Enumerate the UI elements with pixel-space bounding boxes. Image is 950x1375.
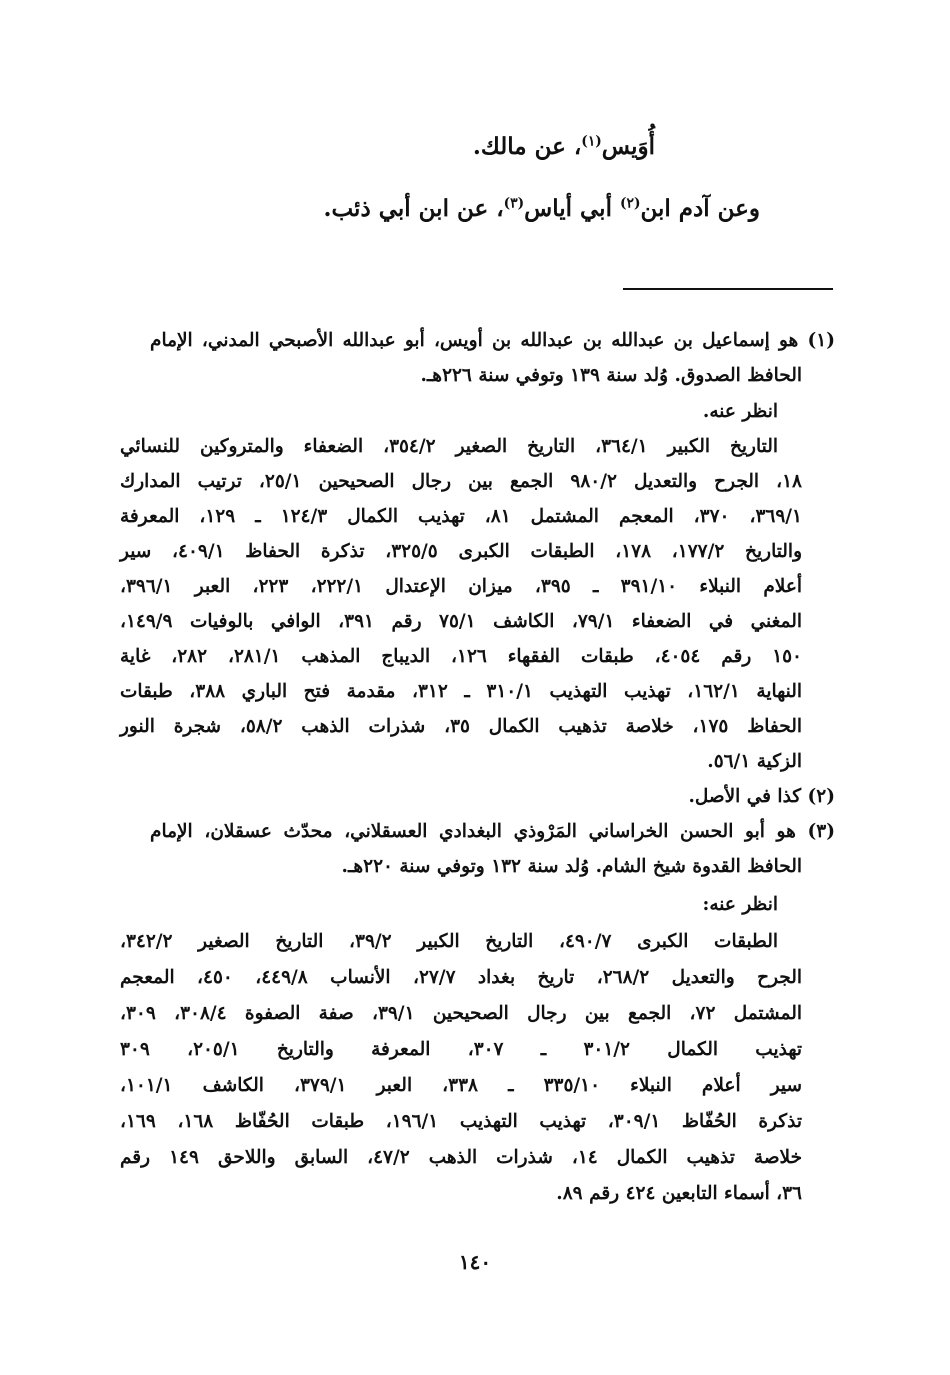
main-text-segment: أبي أياس — [524, 195, 620, 222]
main-text-line-2 — [323, 195, 760, 222]
footnote-3-line: انظر عنه: — [702, 894, 778, 915]
footnote-1-line: المغني في الضعفاء ٧٩/١، الكاشف ٧٥/١ رقم ٣٩١، الوافي بالوفيات ١٤٩/٩، — [120, 611, 802, 632]
footnote-1-line: ١٥٠ رقم ٤٠٥٤، طبقات الفقهاء ١٢٦، الديباج المذهب ٢٨١/١، ٢٨٢، غاية — [120, 646, 802, 667]
footnote-1-line: الزكية ٥٦/١. — [707, 751, 802, 772]
footnote-3-line: الجرح والتعديل ٢٦٨/٢، تاريخ بغداد ٢٧/٧، الأنساب ٤٤٩/٨، ٤٥٠، المعجم — [120, 967, 802, 988]
footnote-3-line: ٣٦، أسماء التابعين ٤٢٤ رقم ٨٩. — [556, 1183, 802, 1204]
footnote-1-line: الحفاظ ١٧٥، خلاصة تذهيب الكمال ٣٥، شذرات الذهب ٥٨/٢، شجرة النور — [120, 716, 803, 737]
footnote-1-line: أعلام النبلاء ٣٩١/١٠ ـ ٣٩٥، ميزان الإعتدال ٢٢٢/١، ٢٢٣، العبر ٣٩٦/١، — [120, 576, 803, 597]
main-text-segment: ، عن ابن أبي ذئب. — [323, 195, 504, 222]
footnote-3-line: تذكرة الحُفّاظ ٣٠٩/١، تهذيب التهذيب ١٩٦/١، طبقات الحُفّاظ ١٦٨، ١٦٩، — [120, 1111, 802, 1132]
footnote-3-line: المشتمل ٧٢، الجمع بين رجال الصحيحين ٣٩/١، صفة الصفوة ٣٠٨/٤، ٣٠٩، — [120, 1003, 802, 1024]
footnote-1-line: ٣٦٩/١، ٣٧٠، المعجم المشتمل ٨١، تهذيب الكمال ١٢٤/٣ ـ ١٢٩، المعرفة — [120, 506, 802, 527]
footnote-separator — [623, 288, 833, 290]
footnote-ref-1: (١) — [581, 133, 602, 150]
footnote-1-line: انظر عنه. — [702, 401, 778, 422]
footnote-3-line: (٣) هو أبو الحسن الخراساني المَرْوذي البغدادي العسقلاني، محدّث عسقلان، الإمام — [150, 821, 835, 842]
main-text-word: أُوَيس — [601, 133, 655, 160]
main-text-line-1 — [473, 133, 655, 160]
footnote-3-line: الطبقات الكبرى ٤٩٠/٧، التاريخ الكبير ٣٩/٢، التاريخ الصغير ٣٤٢/٢، — [120, 931, 778, 952]
footnote-ref-2: (٢) — [619, 195, 641, 212]
main-text-rest: ، عن مالك. — [472, 133, 582, 160]
footnote-2-line: (٢) كذا في الأصل. — [688, 786, 835, 807]
footnote-3-line: خلاصة تذهيب الكمال ١٤، شذرات الذهب ٤٧/٢، السابق واللاحق ١٤٩ رقم — [120, 1147, 803, 1168]
footnote-1-line: (١) هو إسماعيل بن عبدالله بن عبدالله بن أويس، أبو عبدالله الأصبحي المدني، الإمام — [150, 330, 835, 351]
footnote-3-line: تهذيب الكمال ٣٠١/٢ ـ ٣٠٧، المعرفة والتاريخ ٢٠٥/١، ٣٠٩ — [120, 1039, 802, 1060]
footnote-1-line: الحافظ الصدوق. وُلد سنة ١٣٩ وتوفي سنة ٢٢٦هـ. — [420, 365, 802, 386]
footnote-1-line: ١٨، الجرح والتعديل ٩٨٠/٢ الجمع بين رجال الصحيحين ٢٥/١، ترتيب المدارك — [120, 471, 802, 492]
footnote-3-line: الحافظ القدوة شيخ الشام. وُلد سنة ١٣٢ وتوفي سنة ٢٢٠هـ. — [341, 856, 802, 877]
page-number: ١٤٠ — [458, 1250, 492, 1274]
main-text-segment: وعن آدم ابن — [640, 195, 760, 222]
footnote-ref-3: (٣) — [503, 195, 525, 212]
footnote-3-line: سير أعلام النبلاء ٣٣٥/١٠ ـ ٣٣٨، العبر ٣٧٩/١، الكاشف ١٠١/١، — [120, 1075, 802, 1096]
footnote-1-line: النهاية ١٦٢/١، تهذيب التهذيب ٣١٠/١ ـ ٣١٢، مقدمة فتح الباري ٣٨٨، طبقات — [120, 681, 802, 702]
footnote-1-line: التاريخ الكبير ٣٦٤/١، التاريخ الصغير ٣٥٤/٢، الضعفاء والمتروكين للنسائي — [120, 436, 778, 457]
footnote-1-line: والتاريخ ١٧٧/٢، ١٧٨، الطبقات الكبرى ٣٢٥/٥، تذكرة الحفاظ ٤٠٩/١، سير — [120, 541, 802, 562]
